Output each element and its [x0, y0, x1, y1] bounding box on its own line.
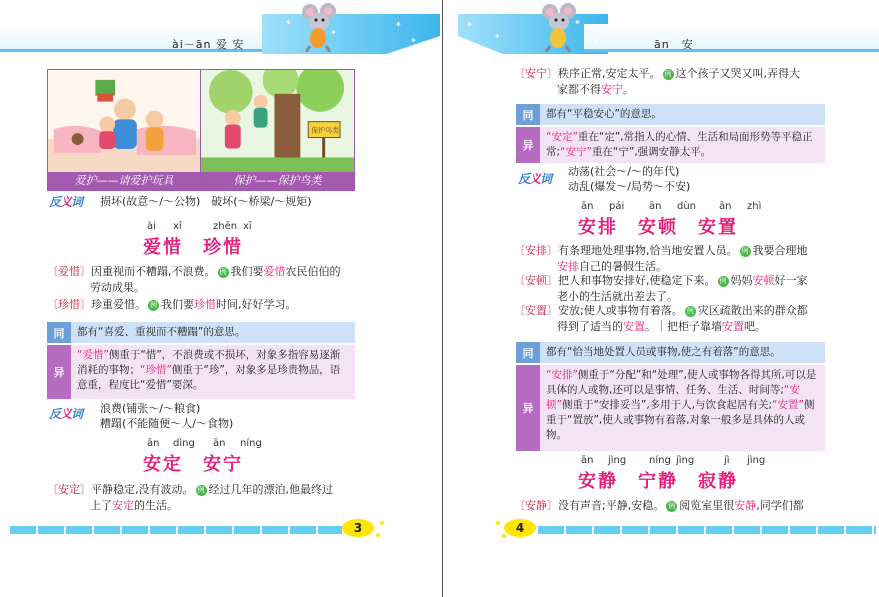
comparison-table [516, 104, 825, 163]
title-pinyin: pái [609, 201, 625, 212]
footer-bar [10, 526, 342, 534]
title-pinyin: ān [147, 438, 160, 449]
page-right [444, 0, 879, 597]
definition-anpai: 〔安排〕有条理地处理事物,恰当地安置人员。 例 我要合理地 [514, 244, 808, 257]
title-pinyin: ān [581, 201, 594, 212]
definition-anning: 〔安宁〕秩序正常,安定太平。 例 这个孩子又哭又叫,弄得大 [514, 67, 800, 80]
definition-andun: 〔安顿〕把人和事物安排好,使稳定下来。 例 妈妈安顿好一家 [514, 274, 808, 287]
same-row: 同 都有“平稳安心”的意思。 [516, 104, 825, 125]
entry-title: 安静 宁静 寂静 [578, 471, 738, 492]
title-pinyin: dìng [173, 438, 195, 449]
comparison-table [516, 342, 825, 451]
example-circle-icon: 例 [219, 267, 227, 276]
page-footer [10, 519, 380, 539]
title-pinyin: jìng [608, 455, 627, 466]
title-pinyin: níng [649, 455, 671, 466]
difference-row: 异 “爱惜”侧重于“惜”，不浪费或不损坏，对象多指容易逐渐消耗的事物；“珍惜”侧重于“珍”，对象多是珍贵物品，语意重，程度比“爱惜”要深。 [47, 345, 355, 399]
entry-title: 安排 安顿 安置 [578, 217, 738, 238]
star-icon: ✦ [494, 32, 501, 41]
definition-anzhi: 〔安置〕安放;使人或事物有着落。 例 灾区疏散出来的群众都 [514, 304, 808, 317]
example-circle-icon: 例 [686, 306, 694, 315]
page-footer [496, 519, 876, 539]
toys-scene-image [48, 70, 200, 173]
antonym-line: 损坏(故意～/～公物) 破坏(～桥梁/～规矩) [100, 195, 312, 208]
definition-continuation: 得到了适当的安置。｜把柜子靠墙安置吧。 [557, 320, 766, 333]
title-pinyin: ān [581, 455, 594, 466]
star-icon: ✦ [285, 18, 292, 27]
definition-continuation: 家都不得安宁。 [557, 83, 634, 96]
birds-scene-image [201, 70, 354, 173]
example-circle-icon: 例 [668, 501, 676, 510]
antonym-badge: 反义词 [518, 172, 552, 186]
definition-aixi: 〔爱惜〕因重视而不糟蹋,不浪费。 例 我们要爱惜农民伯伯的 [47, 265, 341, 278]
definition-continuation: 劳动成果。 [90, 281, 145, 294]
sparkle-dot [496, 521, 500, 525]
star-icon: ✦ [395, 20, 402, 29]
definition-anding: 〔安定〕平静稳定,没有波动。 例 经过几年的漂泊,他最终过 [47, 483, 333, 496]
definition-continuation: 上了安定的生活。 [90, 499, 178, 512]
antonym-line: 动荡(社会～/～的年代) [568, 165, 680, 178]
star-icon: ✦ [330, 28, 337, 37]
footer-bar [538, 526, 876, 534]
header-band [584, 24, 879, 52]
star-icon: ✦ [574, 18, 581, 27]
example-circle-icon: 例 [741, 246, 749, 255]
example-circle-icon: 例 [197, 485, 205, 494]
title-pinyin: dùn [677, 201, 697, 212]
example-circle-icon: 例 [719, 276, 727, 285]
page-header [444, 14, 879, 54]
entry-title: 爱惜 珍惜 [143, 237, 243, 258]
star-icon: ✦ [592, 36, 599, 45]
title-pinyin: ān [719, 201, 732, 212]
title-pinyin: jì [724, 455, 730, 466]
header-band [0, 24, 300, 52]
title-pinyin: ān [213, 438, 226, 449]
antonym-line: 动乱(爆发～/局势～不安) [568, 180, 691, 193]
illustration-toys [48, 70, 201, 190]
mouse-mascot-icon [296, 2, 344, 52]
title-pinyin: jìng [676, 455, 695, 466]
difference-row: 异 “安排”侧重于“分配”和“处理”,使人或事物各得其所,可以是具体的人或物,还可以是事情、任务、生活、时间等;“安顿”侧重于“安排妥当”,多用于人,与饮食起居有关;“安置”侧重于“置放”,使人或事物有着落,对象一般多是具体的人或物。 [516, 365, 825, 451]
entry-title: 安定 安宁 [143, 454, 243, 475]
illustration-panel [47, 69, 355, 191]
title-pinyin: zhì [747, 201, 762, 212]
title-pinyin: ài [147, 221, 156, 232]
definition-anjing: 〔安静〕没有声音;平静,安稳。 例 阅览室里很安静,同学们都 [514, 499, 804, 512]
title-pinyin: xī [173, 221, 182, 232]
antonym-badge: 反义词 [49, 407, 83, 421]
title-pinyin: xī [243, 221, 252, 232]
page-number: 3 [342, 519, 374, 537]
mouse-mascot-icon [536, 2, 584, 52]
page-number: 4 [504, 519, 536, 537]
title-pinyin: ān [649, 201, 662, 212]
antonym-badge: 反义词 [49, 195, 83, 209]
sign-text: 保护鸟类 [311, 126, 340, 135]
definition-zhenxi: 〔珍惜〕珍重爱惜。 例 我们要珍惜时间,好好学习。 [47, 298, 297, 311]
title-pinyin: jìng [747, 455, 766, 466]
example-circle-icon: 例 [150, 300, 157, 309]
page-header [0, 14, 440, 54]
antonym-line: 糟蹋(不能随便～人/～食物) [100, 417, 234, 430]
header-pinyin: ài－ān 爱 安 [172, 38, 245, 51]
same-row: 同 都有“喜爱、重视而不糟蹋”的意思。 [47, 322, 355, 343]
illustration-caption: 保护——保护鸟类 [201, 172, 354, 190]
illustration-caption: 爱护——请爱护玩具 [48, 172, 200, 190]
difference-row: 异 “安定”重在“定”,常指人的心情、生活和局面形势等平稳正常;“安宁”重在“宁”,强调安静太平。 [516, 127, 825, 163]
title-pinyin: zhēn [213, 221, 238, 232]
sparkle-dot [376, 533, 380, 537]
star-icon: ✦ [466, 20, 473, 29]
sparkle-dot [380, 521, 384, 525]
illustration-birds [201, 70, 354, 190]
star-icon: ✦ [410, 36, 417, 45]
same-row: 同 都有“恰当地处置人员或事物,使之有着落”的意思。 [516, 342, 825, 363]
comparison-table [47, 322, 355, 399]
example-circle-icon: 例 [664, 69, 672, 78]
definition-continuation: 安排自己的暑假生活。 [557, 260, 667, 273]
sparkle-dot [502, 534, 506, 538]
header-pinyin: ān 安 [654, 38, 694, 51]
title-pinyin: níng [240, 438, 262, 449]
definition-continuation: 老小的生活就出差去了。 [557, 290, 678, 303]
book-spine [442, 0, 443, 597]
antonym-line: 浪费(铺张～/～粮食) [100, 402, 201, 415]
